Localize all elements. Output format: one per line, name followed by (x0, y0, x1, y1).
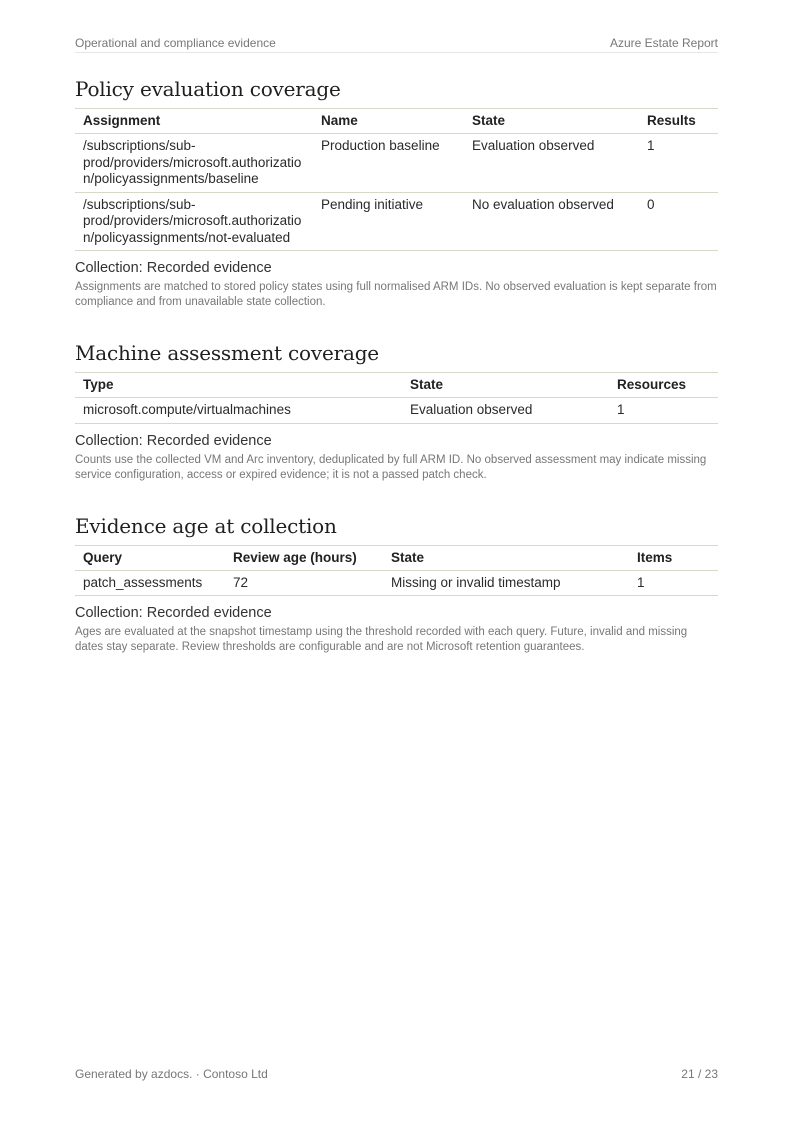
column-header: State (464, 109, 639, 134)
resources-cell: 1 (609, 398, 718, 424)
section-title: Evidence age at collection (75, 513, 337, 538)
items-cell: 1 (629, 570, 718, 596)
state-cell: Evaluation observed (464, 134, 639, 193)
page-number: 21 / 23 (681, 1067, 718, 1081)
column-header: Assignment (75, 109, 313, 134)
table-header-row (75, 545, 718, 570)
table-row (75, 398, 718, 424)
page-content (75, 76, 718, 655)
state-cell: No evaluation observed (464, 192, 639, 251)
type-cell: microsoft.compute/virtualmachines (75, 398, 402, 424)
page-footer (75, 1067, 718, 1081)
table-row (75, 134, 718, 193)
header-section-title: Operational and compliance evidence (75, 36, 276, 50)
table-row (75, 570, 718, 596)
footer-generator: Generated by azdocs. · Contoso Ltd (75, 1067, 268, 1081)
state-cell: Missing or invalid timestamp (383, 570, 629, 596)
column-header: State (383, 545, 629, 570)
policy-evaluation-section (75, 76, 718, 310)
assignment-cell: /subscriptions/sub-prod/providers/microsoft.authorization/policyassignments/not-evaluated (75, 192, 313, 251)
state-cell: Evaluation observed (402, 398, 609, 424)
column-header: Query (75, 545, 225, 570)
column-header: State (402, 373, 609, 398)
section-note: Assignments are matched to stored policy states using full normalised ARM IDs. No observed evaluation is kept separate from compliance and from unavailable state collection. (75, 281, 717, 308)
column-header: Name (313, 109, 464, 134)
column-header: Results (639, 109, 718, 134)
section-title: Policy evaluation coverage (75, 77, 341, 101)
collection-label: Collection: Recorded evidence (75, 605, 272, 621)
column-header: Type (75, 373, 402, 398)
page-header (75, 36, 718, 53)
name-cell: Production baseline (313, 134, 464, 193)
section-note: Counts use the collected VM and Arc inventory, deduplicated by full ARM ID. No observed assessment may indicate missing service configuration, access or expired evidence; it is not a passed patch check. (75, 453, 707, 481)
table-header-row (75, 373, 718, 398)
query-cell: patch_assessments (75, 570, 225, 596)
section-note: Ages are evaluated at the snapshot timestamp using the threshold recorded with each query. Future, invalid and missing dates stay separate. Review thresholds are configurable and are not Microsoft retention guarantees. (75, 626, 688, 653)
name-cell: Pending initiative (313, 192, 464, 251)
machine-assessment-section (75, 340, 718, 483)
evidence-age-table (75, 545, 718, 597)
collection-label: Collection: Recorded evidence (75, 432, 272, 449)
machine-assessment-table (75, 372, 718, 424)
review-age-cell: 72 (225, 570, 383, 596)
evidence-age-section (75, 513, 718, 656)
table-header-row (75, 109, 718, 134)
section-title: Machine assessment coverage (75, 341, 379, 365)
results-cell: 0 (639, 192, 718, 251)
column-header: Items (629, 545, 718, 570)
assignment-cell: /subscriptions/sub-prod/providers/microsoft.authorization/policyassignments/baseline (75, 134, 313, 193)
policy-evaluation-table (75, 108, 718, 251)
collection-label: Collection: Recorded evidence (75, 260, 272, 276)
column-header: Review age (hours) (225, 545, 383, 570)
results-cell: 1 (639, 134, 718, 193)
table-row (75, 192, 718, 251)
header-report-title: Azure Estate Report (609, 36, 718, 50)
column-header: Resources (609, 373, 718, 398)
